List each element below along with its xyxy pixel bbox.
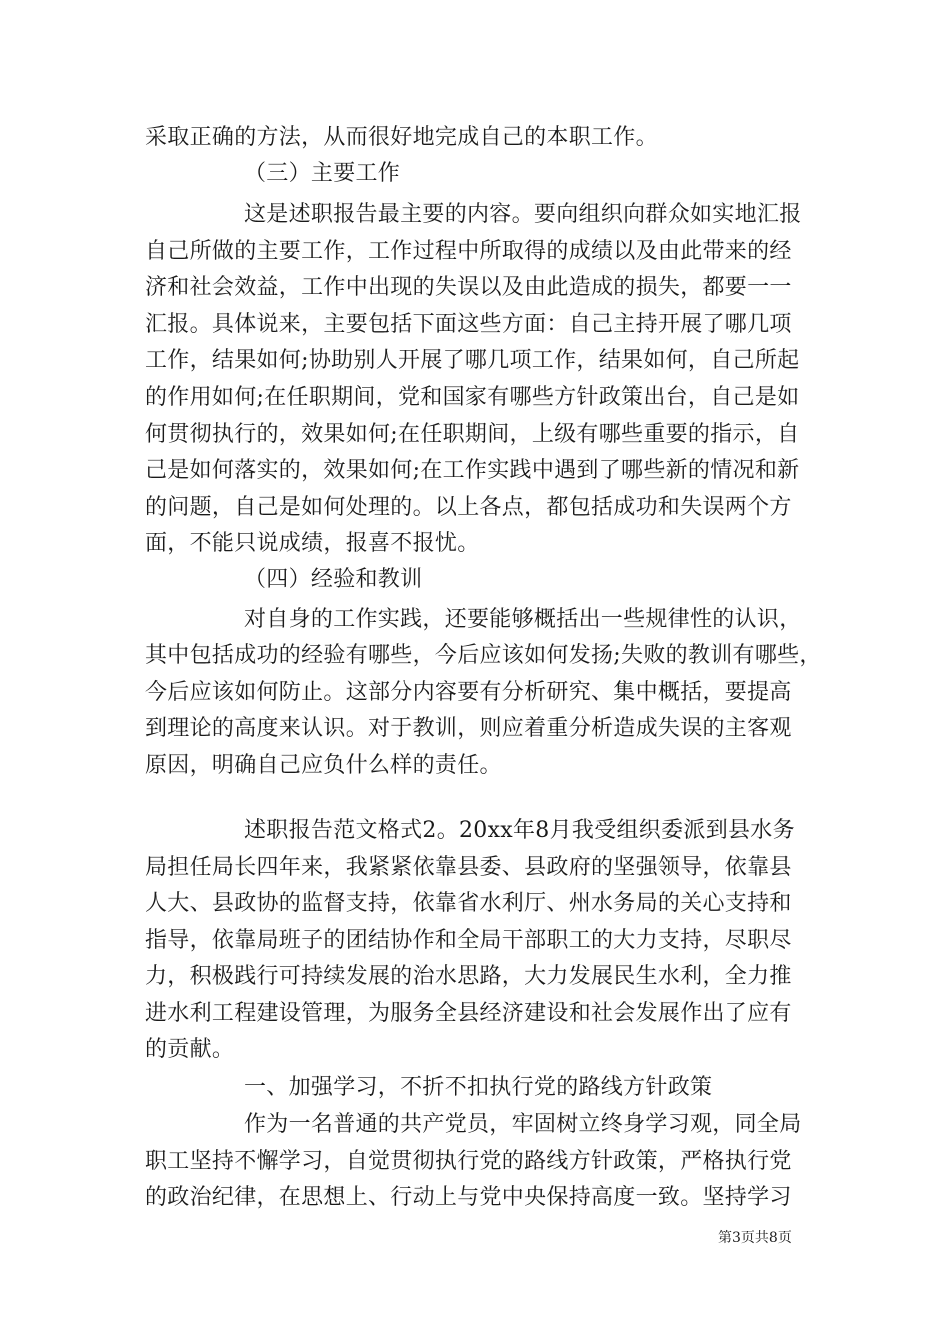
section-heading: （三）主要工作: [244, 161, 401, 186]
section-heading: 一、加强学习，不折不扣执行党的路线方针政策: [244, 1075, 713, 1100]
text-line: 职工坚持不懈学习，自觉贯彻执行党的路线方针政策，严格执行党: [145, 1149, 792, 1174]
text-line: 述职报告范文格式2。20xx年8月我受组织委派到县水务: [244, 818, 795, 843]
text-line: 面，不能只说成绩，报喜不报忧。: [145, 531, 480, 556]
text-line: 采取正确的方法，从而很好地完成自己的本职工作。: [145, 125, 658, 150]
text-line: 原因，明确自己应负什么样的责任。: [145, 753, 502, 778]
text-line: 的政治纪律，在思想上、行动上与党中央保持高度一致。坚持学习: [145, 1185, 792, 1210]
text-line: 济和社会效益，工作中出现的失误以及由此造成的损失，都要一一: [145, 275, 792, 300]
text-line: 局担任局长四年来，我紧紧依靠县委、县政府的坚强领导，依靠县: [145, 855, 792, 880]
text-line: 这是述职报告最主要的内容。要向组织向群众如实地汇报: [244, 202, 802, 227]
text-line: 人大、县政协的监督支持，依靠省水利厅、州水务局的关心支持和: [145, 891, 792, 916]
text-line: 今后应该如何防止。这部分内容要有分析研究、集中概括，要提高: [145, 680, 792, 705]
text-line: 指导，依靠局班子的团结协作和全局干部职工的大力支持，尽职尽: [145, 928, 792, 953]
text-line: 汇报。具体说来，主要包括下面这些方面：自己主持开展了哪几项: [145, 312, 792, 337]
text-line: 工作，结果如何;协助别人开展了哪几项工作，结果如何，自己所起: [145, 348, 800, 373]
text-line: 作为一名普通的共产党员，牢固树立终身学习观，同全局: [244, 1112, 802, 1137]
text-line: 进水利工程建设管理，为服务全县经济建设和社会发展作出了应有: [145, 1001, 792, 1026]
text-line: 的问题，自己是如何处理的。以上各点，都包括成功和失误两个方: [145, 495, 792, 520]
text-line: 的贡献。: [145, 1037, 235, 1062]
page-number: 第3页共8页: [718, 1230, 792, 1246]
text-line: 自己所做的主要工作，工作过程中所取得的成绩以及由此带来的经: [145, 239, 792, 264]
text-line: 其中包括成功的经验有哪些，今后应该如何发扬;失败的教训有哪些，: [145, 643, 822, 668]
text-line: 到理论的高度来认识。对于教训，则应着重分析造成失误的主客观: [145, 716, 792, 741]
text-line: 力，积极践行可持续发展的治水思路，大力发展民生水利，全力推: [145, 964, 792, 989]
text-line: 何贯彻执行的，效果如何;在任职期间，上级有哪些重要的指示，自: [145, 422, 800, 447]
text-line: 对自身的工作实践，还要能够概括出一些规律性的认识，: [244, 607, 802, 632]
section-heading: （四）经验和教训: [244, 567, 423, 592]
text-line: 的作用如何;在任职期间，党和国家有哪些方针政策出台，自己是如: [145, 385, 800, 410]
text-line: 己是如何落实的，效果如何;在工作实践中遇到了哪些新的情况和新: [145, 458, 800, 483]
